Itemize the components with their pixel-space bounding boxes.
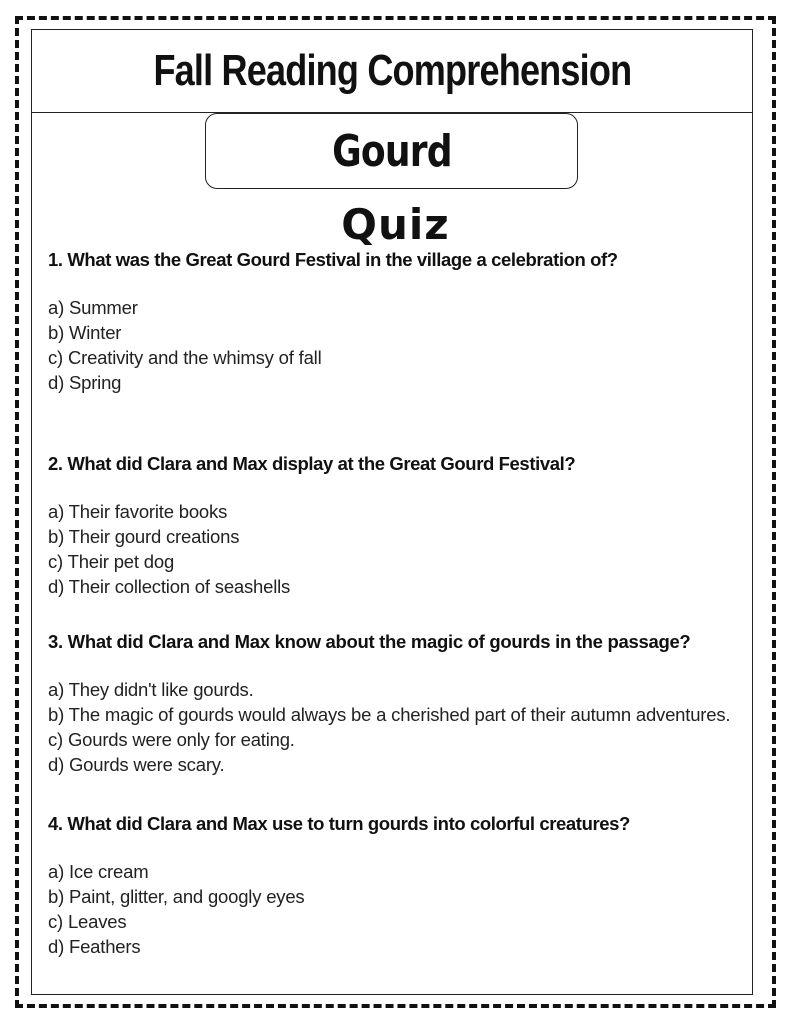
question-block-2 — [48, 451, 748, 599]
answer-option[interactable]: c) Creativity and the whimsy of fall — [48, 347, 322, 368]
answer-option[interactable]: d) Feathers — [48, 936, 141, 957]
answer-option[interactable]: a) Their favorite books — [48, 501, 228, 522]
answer-options — [48, 499, 748, 599]
answer-option[interactable]: c) Leaves — [48, 911, 127, 932]
answer-options — [48, 859, 748, 959]
answer-option[interactable]: b) Winter — [48, 322, 122, 343]
quiz-heading: Quiz — [341, 200, 450, 249]
topic-title: Gourd — [331, 125, 452, 177]
page-title: Fall Reading Comprehension — [153, 45, 631, 95]
answer-option[interactable]: a) They didn't like gourds. — [48, 679, 254, 700]
question-block-4 — [48, 811, 748, 959]
answer-option[interactable]: d) Spring — [48, 372, 122, 393]
question-block-1 — [48, 247, 748, 395]
answer-option[interactable]: d) Their collection of seashells — [48, 576, 291, 597]
answer-option[interactable]: b) Paint, glitter, and googly eyes — [48, 886, 305, 907]
question-text: 2. What did Clara and Max display at the Great Gourd Festival? — [48, 453, 576, 474]
question-text: 1. What was the Great Gourd Festival in the village a celebration of? — [48, 249, 618, 270]
question-block-3 — [48, 629, 748, 777]
answer-option[interactable]: a) Ice cream — [48, 861, 149, 882]
answer-option[interactable]: c) Gourds were only for eating. — [48, 729, 295, 750]
answer-option[interactable]: a) Summer — [48, 297, 138, 318]
question-text: 4. What did Clara and Max use to turn gourds into colorful creatures? — [48, 813, 630, 834]
answer-option[interactable]: b) Their gourd creations — [48, 526, 240, 547]
answer-option[interactable]: c) Their pet dog — [48, 551, 175, 572]
answer-option[interactable]: d) Gourds were scary. — [48, 754, 225, 775]
question-text: 3. What did Clara and Max know about the magic of gourds in the passage? — [48, 631, 691, 652]
title-banner — [31, 29, 753, 113]
answer-options — [48, 295, 748, 395]
answer-options — [48, 677, 748, 777]
answer-option[interactable]: b) The magic of gourds would always be a cherished part of their autumn adventures. — [48, 704, 731, 725]
topic-box — [205, 113, 578, 189]
